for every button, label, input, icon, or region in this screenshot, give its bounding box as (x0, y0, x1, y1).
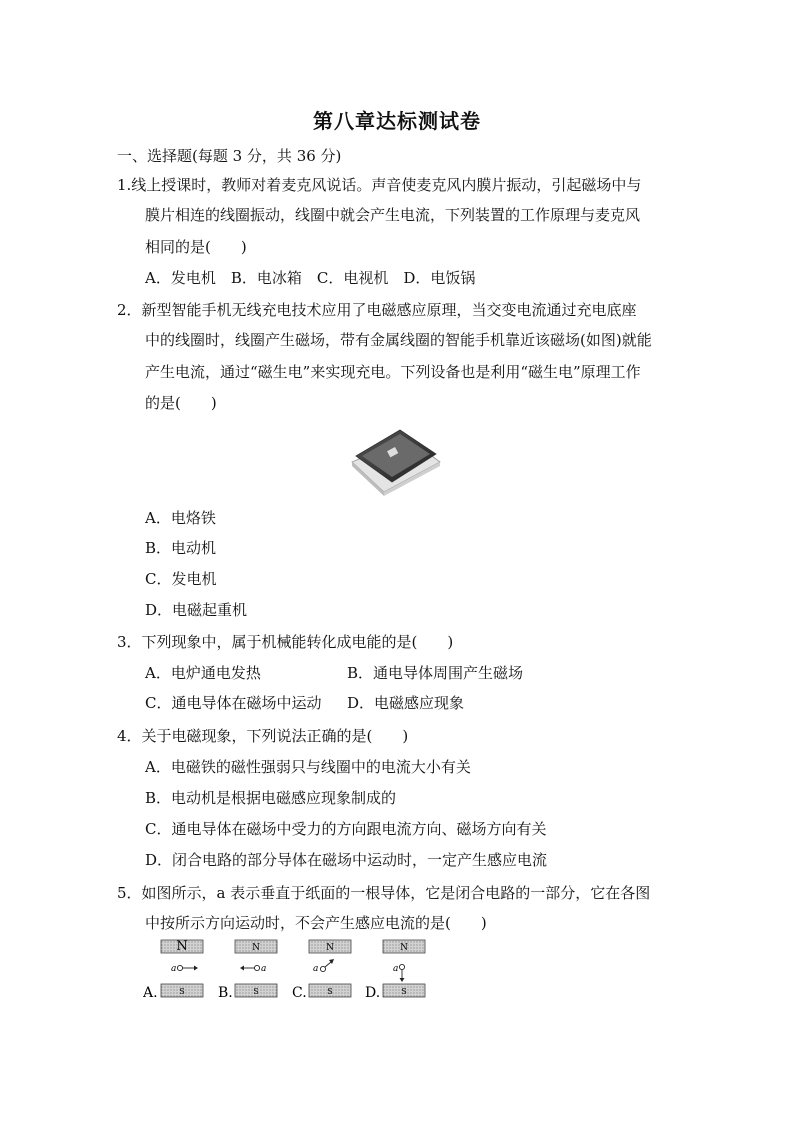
conductor-label: a (313, 964, 319, 974)
q1-options: A．发电机 B．电冰箱 C．电视机 D．电饭锅 (145, 269, 476, 287)
north-label: N (326, 943, 334, 953)
south-label: S (401, 987, 407, 996)
q2-option-d: D．电磁起重机 (145, 601, 248, 619)
q4-option-a: A．电磁铁的磁性强弱只与线圈中的电流大小有关 (145, 758, 471, 776)
q3-option-d: D．电磁感应现象 (347, 694, 465, 712)
south-label: S (179, 987, 185, 996)
conductor-label: a (261, 964, 267, 974)
south-label: S (253, 987, 259, 996)
q5-figure-a (143, 939, 203, 1001)
conductor-label: a (393, 964, 399, 974)
q1-line-2: 膜片相连的线圈振动，线圈中就会产生电流，下列装置的工作原理与麦克风 (145, 206, 641, 224)
q5-line-1: 5．如图所示，a 表示垂直于纸面的一根导体，它是闭合电路的一部分，它在各图 (117, 884, 651, 902)
conductor-label: a (171, 964, 177, 974)
wireless-charging-phone-image (350, 422, 442, 496)
q2-option-c: C．发电机 (145, 570, 217, 588)
q4-option-c: C．通电导体在磁场中受力的方向跟电流方向、磁场方向有关 (145, 820, 547, 838)
south-label: S (327, 987, 333, 996)
q2-line-2: 中的线圈时，线圈产生磁场，带有金属线圈的智能手机靠近该磁场(如图)就能 (145, 331, 652, 349)
motion-arrow-icon (325, 962, 331, 967)
q4-option-b: B．电动机是根据电磁感应现象制成的 (145, 789, 397, 807)
q5-magnet-figure (143, 938, 443, 1002)
q3-option-b: B．通电导体周围产生磁场 (347, 664, 524, 682)
q1-line-1: 1.线上授课时，教师对着麦克风说话。声音使麦克风内膜片振动，引起磁场中与 (117, 176, 642, 194)
conductor-icon (177, 965, 182, 970)
q5-figure-b (218, 940, 277, 1001)
q4-line: 4．关于电磁现象，下列说法正确的是( ) (117, 727, 409, 745)
q4-option-d: D．闭合电路的部分导体在磁场中运动时，一定产生感应电流 (145, 851, 548, 869)
option-label-b: B. (218, 985, 233, 1001)
conductor-icon (254, 965, 259, 970)
section-heading: 一、选择题(每题 3 分，共 36 分) (117, 147, 342, 165)
q3-line: 3．下列现象中，属于机械能转化成电能的是( ) (117, 633, 454, 651)
north-label: N (400, 943, 408, 953)
page-title: 第八章达标测试卷 (313, 109, 481, 133)
q2-line-4: 的是( ) (145, 394, 217, 412)
option-label-c: C. (292, 985, 307, 1001)
option-label-a: A. (143, 985, 158, 1001)
option-label-d: D. (365, 985, 381, 1001)
q3-option-c: C．通电导体在磁场中运动 (145, 694, 322, 712)
conductor-icon (320, 966, 325, 971)
north-label: N (176, 939, 188, 954)
q5-figure-c (292, 940, 351, 1001)
q5-line-2: 中按所示方向运动时，不会产生感应电流的是( ) (145, 914, 487, 932)
q2-option-a: A．电烙铁 (145, 509, 216, 527)
q2-line-3: 产生电流，通过“磁生电”来实现充电。下列设备也是利用“磁生电”原理工作 (145, 363, 641, 381)
q2-line-1: 2．新型智能手机无线充电技术应用了电磁感应原理，当交变电流通过充电底座 (117, 301, 637, 319)
q5-figure-d (365, 940, 425, 1001)
q3-option-a: A．电炉通电发热 (145, 664, 261, 682)
q1-line-3: 相同的是( ) (145, 238, 247, 256)
q2-option-b: B．电动机 (145, 539, 217, 557)
north-label: N (252, 943, 260, 953)
conductor-icon (399, 964, 404, 969)
